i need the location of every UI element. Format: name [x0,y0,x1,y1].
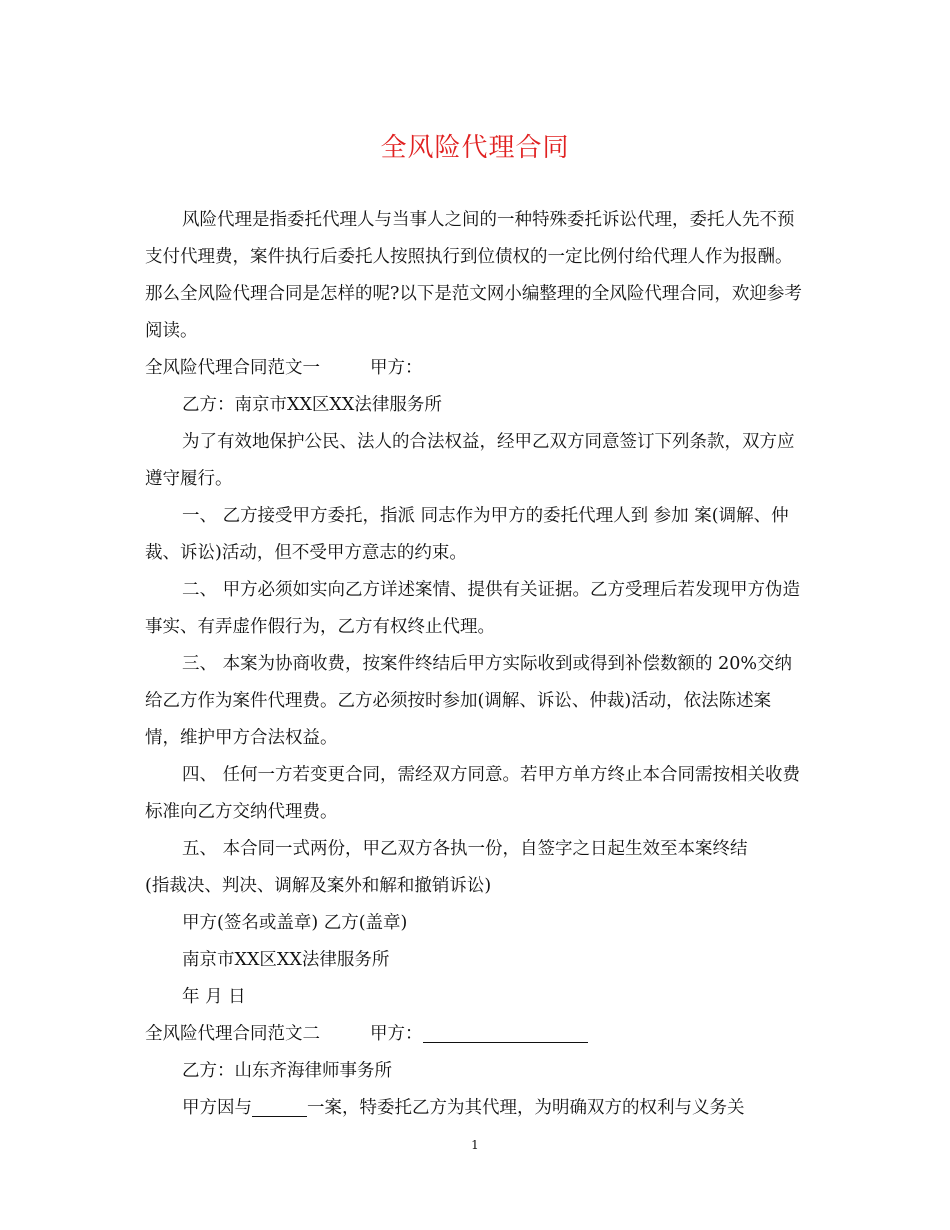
date-line: 年 月 日 [182,987,246,1007]
case-line-suffix: 一案，特委托乙方为其代理，为明确双方的权利与义务关 [307,1098,745,1118]
sample2-party-a: 甲方： [370,1024,423,1044]
sample2-heading: 全风险代理合同范文二 [145,1024,320,1044]
sample1-heading-line [145,350,805,387]
intro-paragraph: 风险代理是指委托代理人与当事人之间的一种特殊委托诉讼代理，委托人先不预支付代理费，案件执行后委托人按照执行到位债权的一定比例付给代理人作为报酬。那么全风险代理合同是怎样的呢?以下是范文网小编整理的全风险代理合同，欢迎参考阅读。 [145,210,802,341]
clause-4: 四、 任何一方若变更合同，需经双方同意。若甲方单方终止本合同需按相关收费标准向乙方交纳代理费。 [145,765,801,822]
sample2-case-line [145,1090,805,1127]
page-number: 1 [471,1138,479,1152]
clause-5-line-2: (指裁决、判决、调解及案外和解和撤销诉讼) [145,876,492,896]
sample1-party-a: 甲方： [370,358,423,378]
sample1-heading: 全风险代理合同范文一 [145,358,320,378]
document-title: 全风险代理合同 [380,133,570,163]
clause-3: 三、 本案为协商收费，按案件终结后甲方实际收到或得到补偿数额的 20%交纳给乙方作为案件代理费。乙方必须按时参加(调解、诉讼、仲裁)活动，依法陈述案情，维护甲方合法权益。 [145,654,793,748]
sample2-party-b: 乙方：山东齐海律师事务所 [182,1061,392,1081]
clause-2: 二、 甲方必须如实向乙方详述案情、提供有关证据。乙方受理后若发现甲方伪造事实、有弄虚作假行为，乙方有权终止代理。 [145,580,801,637]
sample1-purpose: 为了有效地保护公民、法人的合法权益，经甲乙双方同意签订下列条款，双方应遵守履行。 [145,432,795,489]
case-blank [252,1094,307,1117]
firm-line: 南京市XX区XX法律服务所 [182,950,390,970]
clause-1: 一、 乙方接受甲方委托，指派 同志作为甲方的委托代理人到 参加 案(调解、仲裁、诉讼)活动，但不受甲方意志的约束。 [145,506,789,563]
clause-5-line-1: 五、 本合同一式两份，甲乙双方各执一份，自签字之日起生效至本案终结 [182,839,748,859]
document-body [145,202,805,1127]
signature-line: 甲方(签名或盖章) 乙方(盖章) [182,913,408,933]
sample2-heading-line [145,1016,805,1053]
party-a-blank [423,1020,588,1043]
sample1-party-b: 乙方：南京市XX区XX法律服务所 [182,395,442,415]
case-line-prefix: 甲方因与 [182,1098,252,1118]
